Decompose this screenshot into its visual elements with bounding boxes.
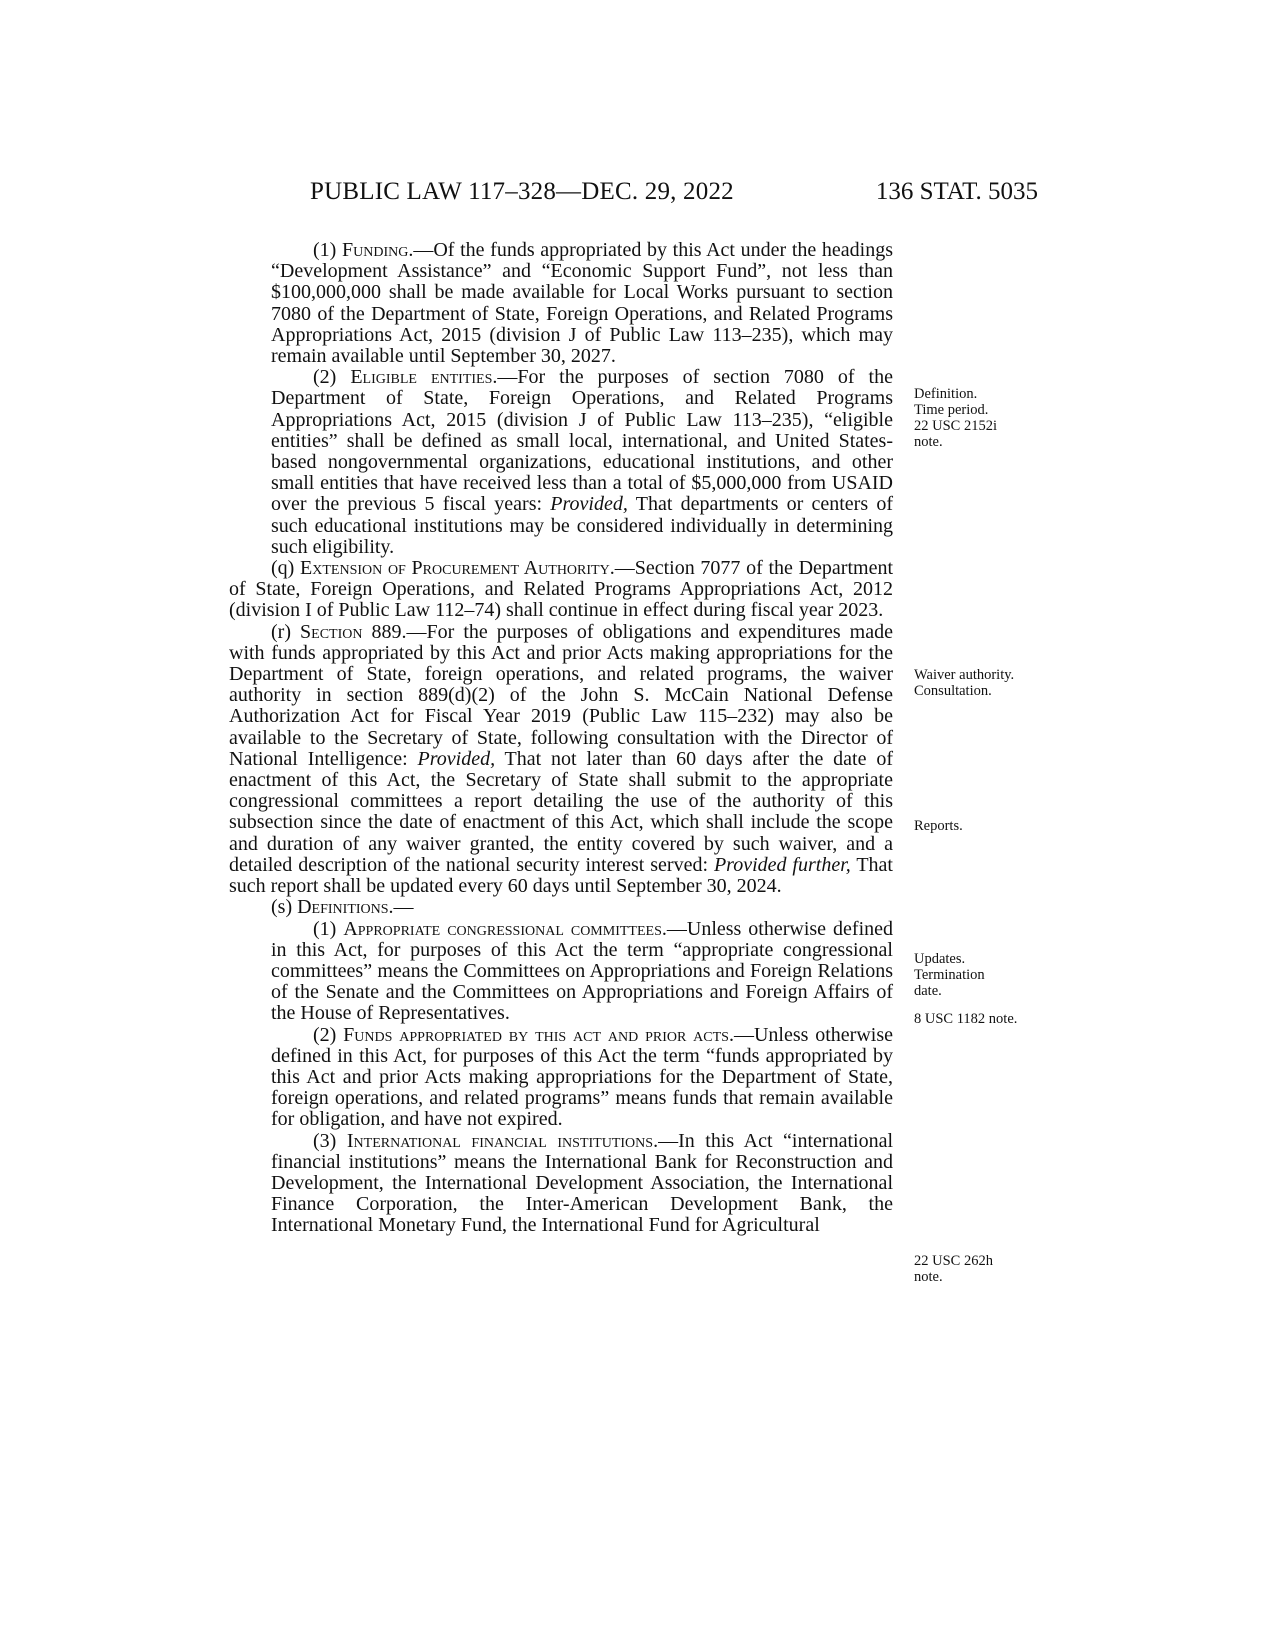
margin-note-waiver [914,667,1064,699]
margin-note-reports [914,818,1064,834]
para-number: (2) [313,366,351,389]
para-number: (1) [313,917,344,940]
margin-note-line: note. [914,434,943,450]
para-heading: Extension of Procurement Authority [300,557,610,580]
para-text: That departments or centers of such educational institutions may be considered individually in determining such eligibility. [271,493,894,558]
running-header [310,178,1038,212]
margin-note-updates [914,951,1064,999]
para-text: .—In this Act “international financial institutions” means the International Bank for Reconstruction and Development, the International Development Association, the International Finance Corporation, the Inter-American Development Bank, the International Monetary Fund, the International Fund for Agricultural [271,1129,894,1237]
para-text: .—For the purposes of section 7080 of the Department of State, Foreign Operations, and Related Programs Appropriations Act, 2015 (division J of Public Law 113–235), “eligible entities” shall be defined as small local, international, and United States-based nongovernmental organizations, educational institutions, and other small entities that have received less than a total of $5,000,000 from USAID over the previous 5 fiscal years: [271,366,893,516]
proviso: Provided, [417,747,496,770]
margin-note-line: Time period. [914,402,989,418]
para-heading: Definitions [297,896,389,919]
para-text: That such report shall be updated every 60 days until September 30, 2024. [229,853,893,898]
margin-note-line: date. [914,983,942,999]
para-heading: Eligible entities [350,366,493,389]
paragraph-appropriate-committees [229,919,893,1025]
margin-note-line: Updates. [914,951,966,967]
para-number: (3) [313,1129,347,1152]
para-number: (1) [313,239,342,261]
margin-note-definition [914,386,1064,450]
para-heading: Appropriate congressional committees [343,917,662,940]
running-head-title: PUBLIC LAW 117–328—DEC. 29, 2022 [310,178,734,205]
para-number: (s) [271,896,298,919]
margin-note-line: Termination [914,967,985,983]
para-heading: International financial institutions [346,1129,654,1152]
para-heading: Section [300,620,363,643]
para-text: .—Unless otherwise defined in this Act, for purposes of this Act the term “funds appropriated by this Act and prior Acts making appropriations for the Department of State, foreign operations, and related programs” means funds that remain available for obligation, and have not expired. [271,1023,893,1131]
para-text: .—Of the funds appropriated by this Act under the headings “Development Assistance” and “Economic Support Fund”, not less than $100,000,000 shall be made available for Local Works pursuant to section 7080 of the Department of State, Foreign Operations, and Related Programs Appropriations Act, 2015 (division J of Public Law 113–235), which may remain available until September 30, 2027. [271,239,893,368]
subsection-s [229,897,893,918]
margin-note-usc-1182 [914,1011,1064,1027]
subsection-r [229,622,893,898]
para-text: That not later than 60 days after the date of enactment of this Act, the Secretary of State shall submit to the appropriate congressional committees a report detailing the use of the authority of this subsection since the date of enactment of this Act, which shall include the scope and duration of any waiver granted, the entity covered by such waiver, and a detailed description of the national security interest served: [229,747,893,876]
margin-note-line: Reports. [914,818,963,834]
para-heading: Funding [341,239,409,261]
paragraph-eligible-entities [229,367,893,558]
proviso: Provided further, [713,853,851,876]
page-number: 136 STAT. 5035 [875,178,1038,205]
para-text: 889.—For the purposes of obligations and expenditures made with funds appropriated by this Act and prior Acts making appropriations for the Department of State, foreign operations, and related programs, the waiver authority in section 889(d)(2) of the John S. McCain National Defense Authorization Act for Fiscal Year 2019 (Public Law 115–232) may also be available to the Secretary of State, following consultation with the Director of National Intelligence: [229,620,893,770]
document-body [229,240,893,1237]
margin-note-line: Definition. [914,386,978,402]
para-text: .—Section 7077 of the Department of State, Foreign Operations, and Related Programs Appropriations Act, 2012 (division I of Public Law 112–74) shall continue in effect during fiscal year 2023. [229,557,893,622]
margin-note-line: 22 USC 2152i [914,418,997,434]
proviso: Provided, [550,493,628,516]
margin-note-line: Consultation. [914,683,992,699]
para-heading: Funds appropriated by this act and prior acts [343,1023,729,1046]
margin-note-line: 8 USC 1182 note. [914,1011,1018,1027]
margin-note-line: note. [914,1269,943,1285]
margin-note-line: Waiver authority. [914,667,1015,683]
para-text: .— [388,896,414,919]
para-number: (r) [271,620,301,643]
paragraph-funding [229,240,893,367]
para-text: .—Unless otherwise defined in this Act, for purposes of this Act the term “appropriate congressional committees” means the Committees on Appropriations and Foreign Relations of the Senate and the Committees on Appropriations and Foreign Affairs of the House of Representatives. [271,917,894,1025]
margin-note-usc-262h [914,1253,1064,1285]
para-number: (2) [313,1023,344,1046]
paragraph-funds-appropriated [229,1025,893,1131]
margin-note-line: 22 USC 262h [914,1253,993,1269]
para-number: (q) [271,557,301,580]
subsection-q [229,558,893,622]
paragraph-international-financial-institutions [229,1131,893,1237]
